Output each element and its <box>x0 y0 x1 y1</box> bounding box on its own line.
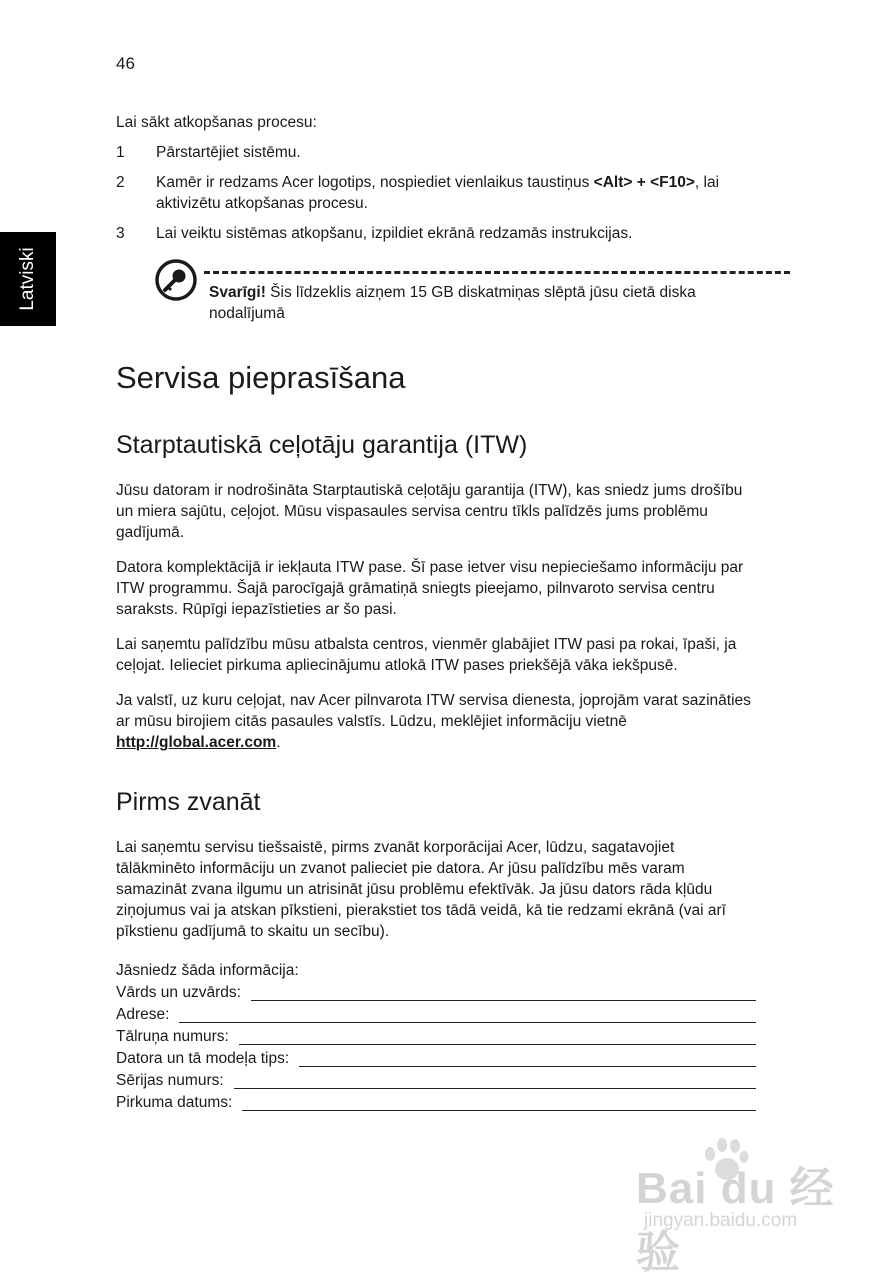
important-note <box>154 258 756 330</box>
form-row <box>116 1091 756 1113</box>
itw-heading: Starptautiskā ceļotāju garantija (ITW) <box>116 431 528 459</box>
step-number: 1 <box>116 144 125 161</box>
form-row <box>116 1047 756 1069</box>
key-icon <box>154 258 198 302</box>
language-tab <box>0 232 56 326</box>
watermark-site: jingyan.baidu.com <box>644 1210 798 1231</box>
form-line[interactable] <box>242 1109 756 1111</box>
before-call-heading: Pirms zvanāt <box>116 788 261 816</box>
itw-paragraph: Lai saņemtu palīdzību mūsu atbalsta centros, vienmēr glabājiet ITW pasi pa rokai, īpaši, ja ceļojat. Ielieciet pirkuma apliecinājumu atlokā ITW pases priekšējā vāka iekšpusē. <box>116 636 737 674</box>
form-label: Adrese: <box>116 1006 170 1023</box>
form-row <box>116 1003 756 1025</box>
form-label: Tālruņa numurs: <box>116 1028 229 1045</box>
itw-paragraph: Ja valstī, uz kuru ceļojat, nav Acer pilnvarota ITW servisa dienesta, joprojām varat sazināties ar mūsu birojiem citās pasaules valstīs. Lūdzu, meklējiet informāciju vietnē http://global.acer.com. <box>116 692 751 751</box>
form-line[interactable] <box>234 1087 756 1089</box>
section-title: Servisa pieprasīšana <box>116 360 406 395</box>
step-item <box>116 223 756 244</box>
note-divider <box>204 271 790 274</box>
step-item <box>116 142 756 163</box>
form-label: Pirkuma datums: <box>116 1094 233 1111</box>
step-number: 3 <box>116 225 125 242</box>
step-item <box>116 172 756 214</box>
form-label: Vārds un uzvārds: <box>116 984 241 1001</box>
info-form <box>116 960 756 1113</box>
step-text: Pārstartējiet sistēmu. <box>156 144 301 161</box>
note-label: Svarīgi! <box>209 284 266 301</box>
step-number: 2 <box>116 174 125 191</box>
note-text: Svarīgi! Šis līdzeklis aizņem 15 GB diskatmiņas slēptā jūsu cietā diska nodalījumā <box>209 284 696 322</box>
watermark-logo: Bai du 经验 <box>636 1164 835 1277</box>
form-label: Datora un tā modeļa tips: <box>116 1050 290 1067</box>
form-row <box>116 1069 756 1091</box>
acer-website-link[interactable]: http://global.acer.com <box>116 734 277 751</box>
language-tab-label: Latviski <box>17 247 38 311</box>
step-text: Lai veiktu sistēmas atkopšanu, izpildiet ekrānā redzamās instrukcijas. <box>156 225 633 242</box>
before-call-paragraph: Lai saņemtu servisu tiešsaistē, pirms zvanāt korporācijai Acer, lūdzu, sagatavojiet tālākminēto informāciju un zvanot palieciet pie datora. Ar jūsu palīdzību mēs varam samazināt zvana ilgumu un atrisināt jūsu problēmu efektīvāk. Ja jūsu dators rāda kļūdu ziņojumus vai ja atskan pīkstieni, pierakstiet tos tādā veidā, kā tie redzami ekrānā (vai arī pīkstienu gadījumā to skaitu un secību). <box>116 839 726 940</box>
form-line[interactable] <box>299 1065 756 1067</box>
form-label: Sērijas numurs: <box>116 1072 224 1089</box>
form-row <box>116 981 756 1003</box>
form-line[interactable] <box>179 1021 756 1023</box>
form-row <box>116 1025 756 1047</box>
form-line[interactable] <box>251 999 756 1001</box>
baidu-watermark <box>630 1136 840 1277</box>
page-number: 46 <box>116 54 135 73</box>
form-intro: Jāsniedz šāda informācija: <box>116 962 299 979</box>
key-combo: <Alt> + <F10> <box>593 174 695 191</box>
itw-paragraph: Datora komplektācijā ir iekļauta ITW pase. Šī pase ietver visu nepieciešamo informāciju par ITW programmu. Šajā parocīgajā grāmatiņā sniegts pieejamo, pilnvaroto servisa centru saraksts. Rūpīgi iepazīstieties ar šo pasi. <box>116 559 744 618</box>
step-text: Kamēr ir redzams Acer logotips, nospiediet vienlaikus taustiņus <Alt> + <F10>, lai aktivizētu atkopšanas procesu. <box>156 174 720 212</box>
form-line[interactable] <box>239 1043 756 1045</box>
itw-paragraph: Jūsu datoram ir nodrošināta Starptautiskā ceļotāju garantija (ITW), kas sniedz jums drošību un miera sajūtu, ceļojot. Mūsu vispasaules servisa centru tīkls palīdzēs jums problēmu gadījumā. <box>116 482 743 541</box>
page-content <box>116 112 756 1113</box>
recovery-intro: Lai sākt atkopšanas procesu: <box>116 114 317 131</box>
